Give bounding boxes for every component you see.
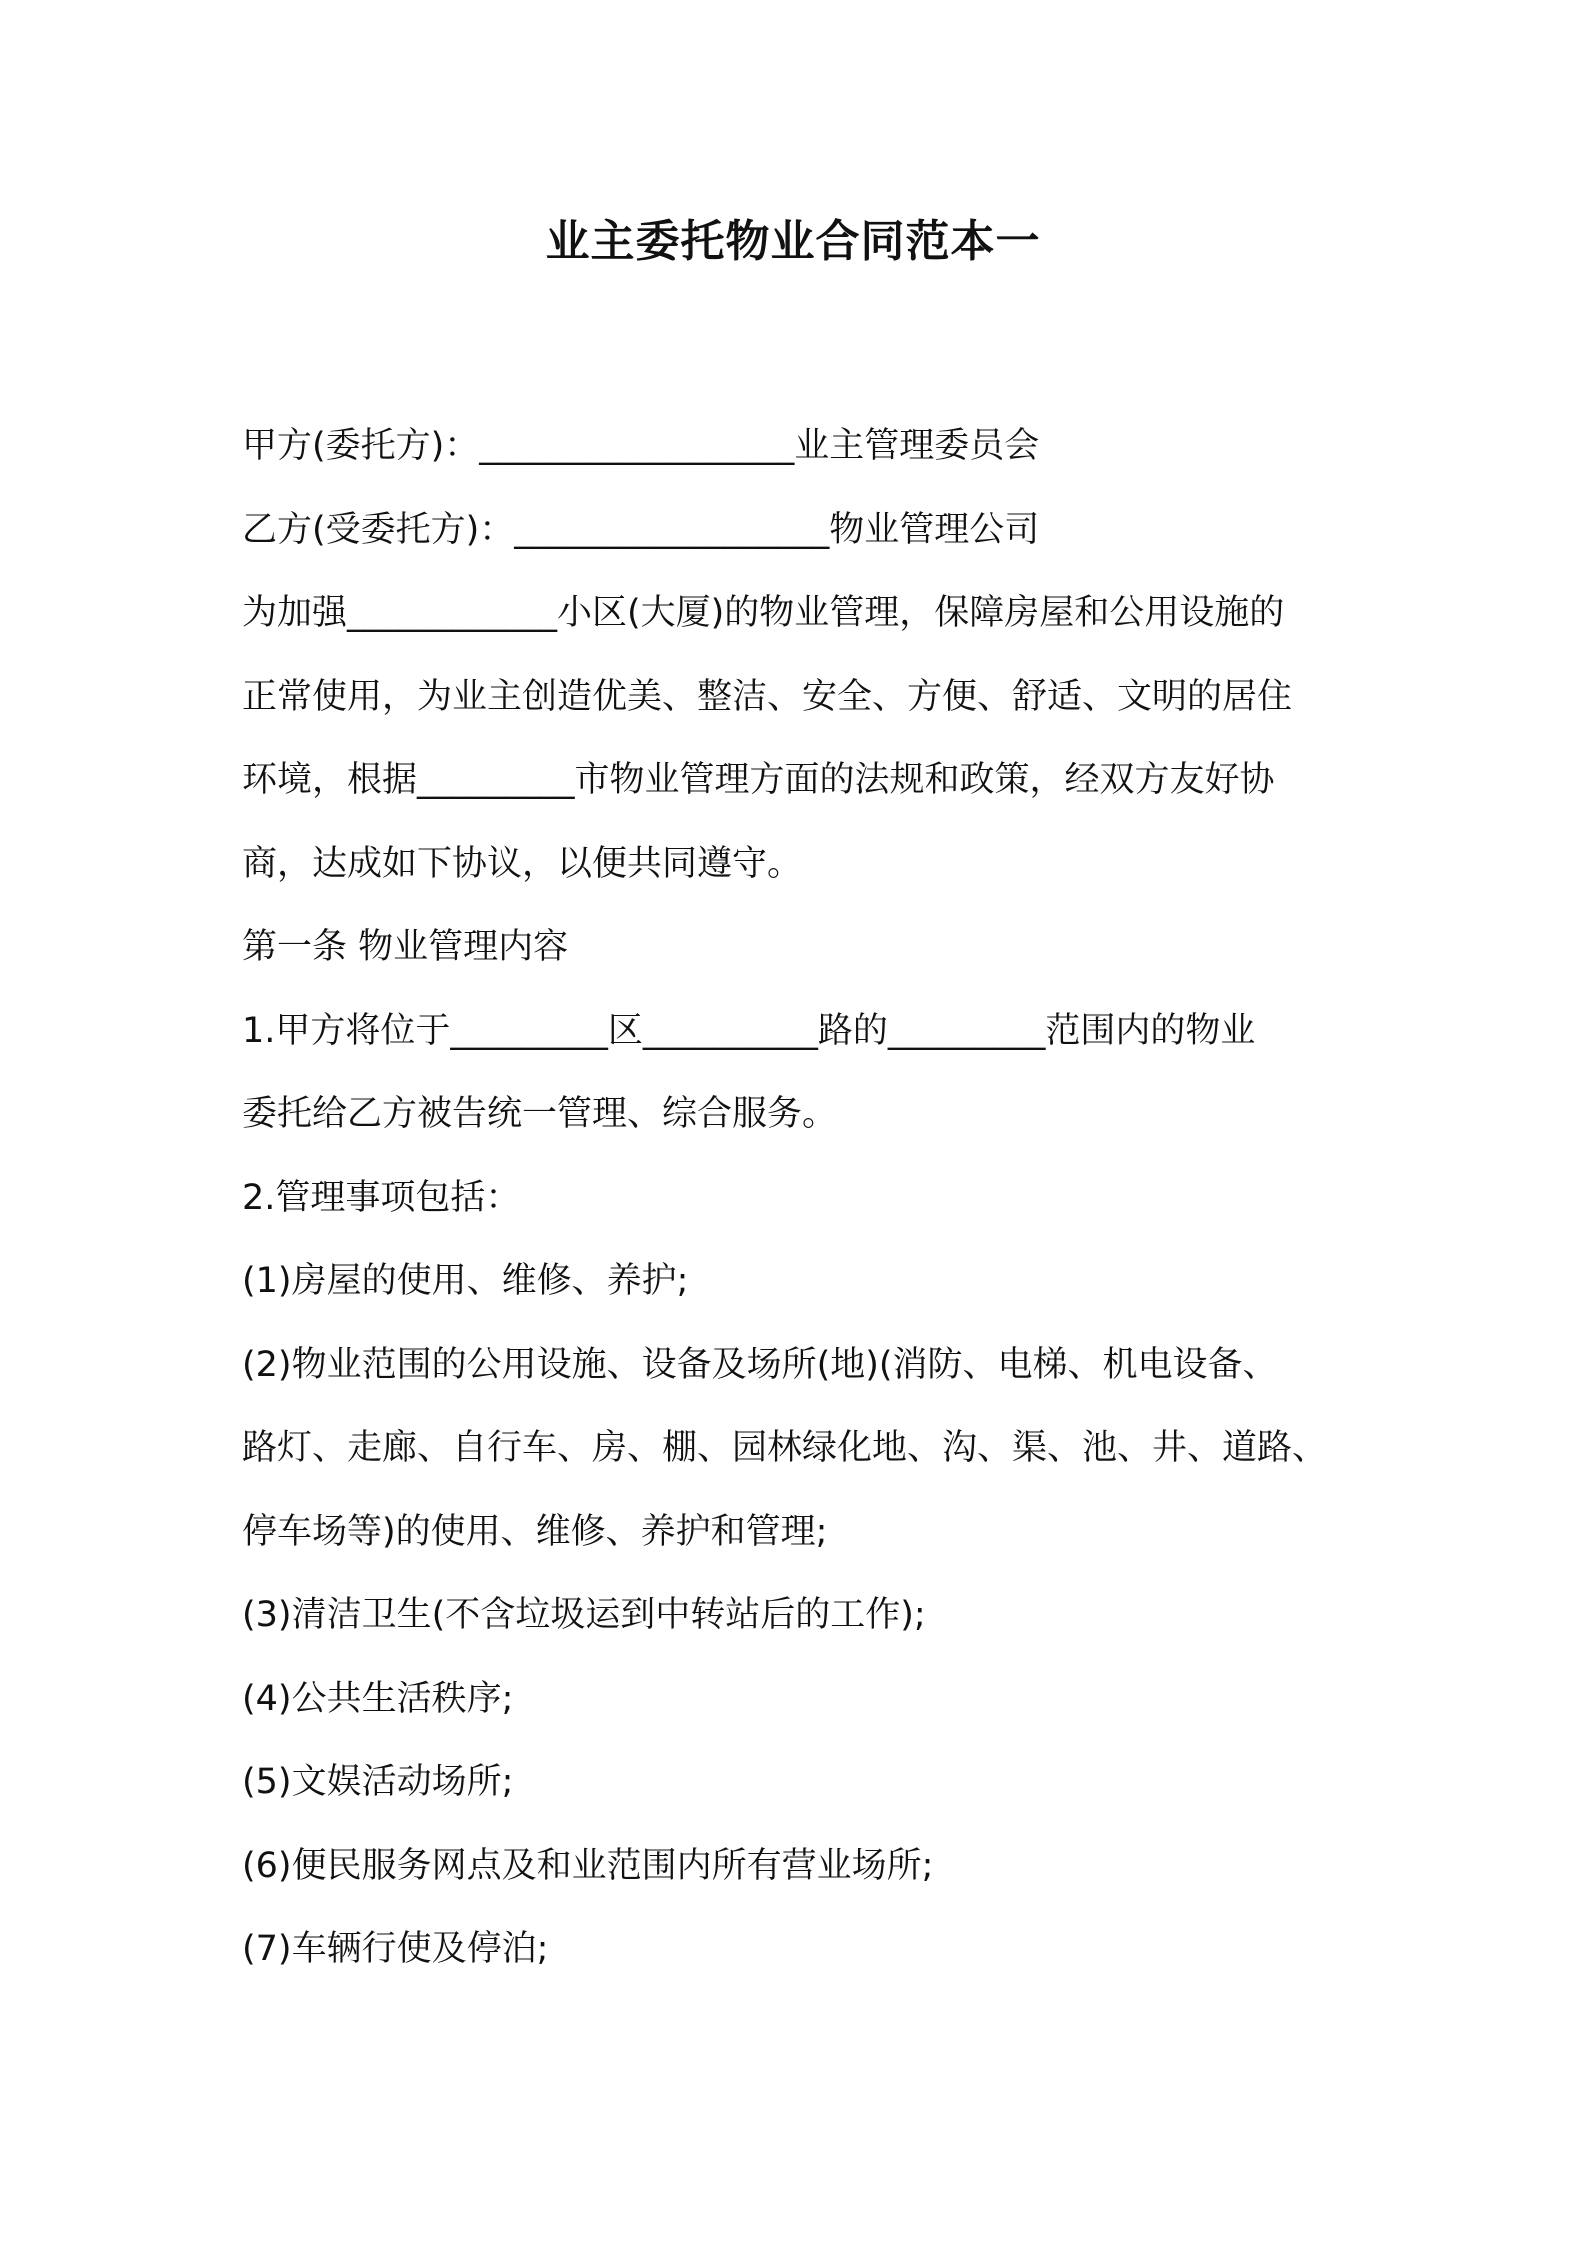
- preamble-line: 商，达成如下协议，以便共同遵守。: [242, 843, 803, 884]
- list-item: (7)车辆行使及停泊;: [242, 1929, 549, 1969]
- clause-line: 1.甲方将位于_________区__________路的_________范围内的物业: [242, 1010, 1256, 1051]
- list-item: 停车场等)的使用、维修、养护和管理;: [242, 1511, 828, 1552]
- list-item: (2)物业范围的公用设施、设备及场所(地)(消防、电梯、机电设备、: [242, 1344, 1278, 1385]
- list-item: (6)便民服务网点及和业范围内所有营业场所;: [242, 1845, 934, 1886]
- list-item: (5)文娱活动场所;: [242, 1762, 514, 1802]
- list-item: 路灯、走廊、自行车、房、棚、园林绿化地、沟、渠、池、井、道路、: [242, 1428, 1328, 1468]
- preamble-line: 为加强____________小区(大厦)的物业管理，保障房屋和公用设施的: [242, 593, 1285, 633]
- list-item: (3)清洁卫生(不含垃圾运到中转站后的工作);: [242, 1595, 926, 1635]
- article-heading: 第一条 物业管理内容: [242, 927, 569, 967]
- preamble-line: 正常使用，为业主创造优美、整洁、安全、方便、舒适、文明的居住: [242, 676, 1293, 717]
- clause-line: 2.管理事项包括：: [242, 1177, 521, 1218]
- list-item: (4)公共生活秩序;: [242, 1678, 514, 1719]
- clause-line: 委托给乙方被告统一管理、综合服务。: [242, 1094, 838, 1134]
- preamble-line: 环境，根据_________市物业管理方面的法规和政策，经双方友好协: [242, 760, 1275, 800]
- party-a-line: 甲方(委托方)：__________________业主管理委员会: [242, 426, 1040, 466]
- document-title: 业主委托物业合同范本一: [545, 216, 1041, 267]
- document-body: [242, 405, 1352, 1992]
- list-item: (1)房屋的使用、维修、养护;: [242, 1261, 689, 1301]
- party-b-line: 乙方(受委托方)：__________________物业管理公司: [242, 509, 1040, 550]
